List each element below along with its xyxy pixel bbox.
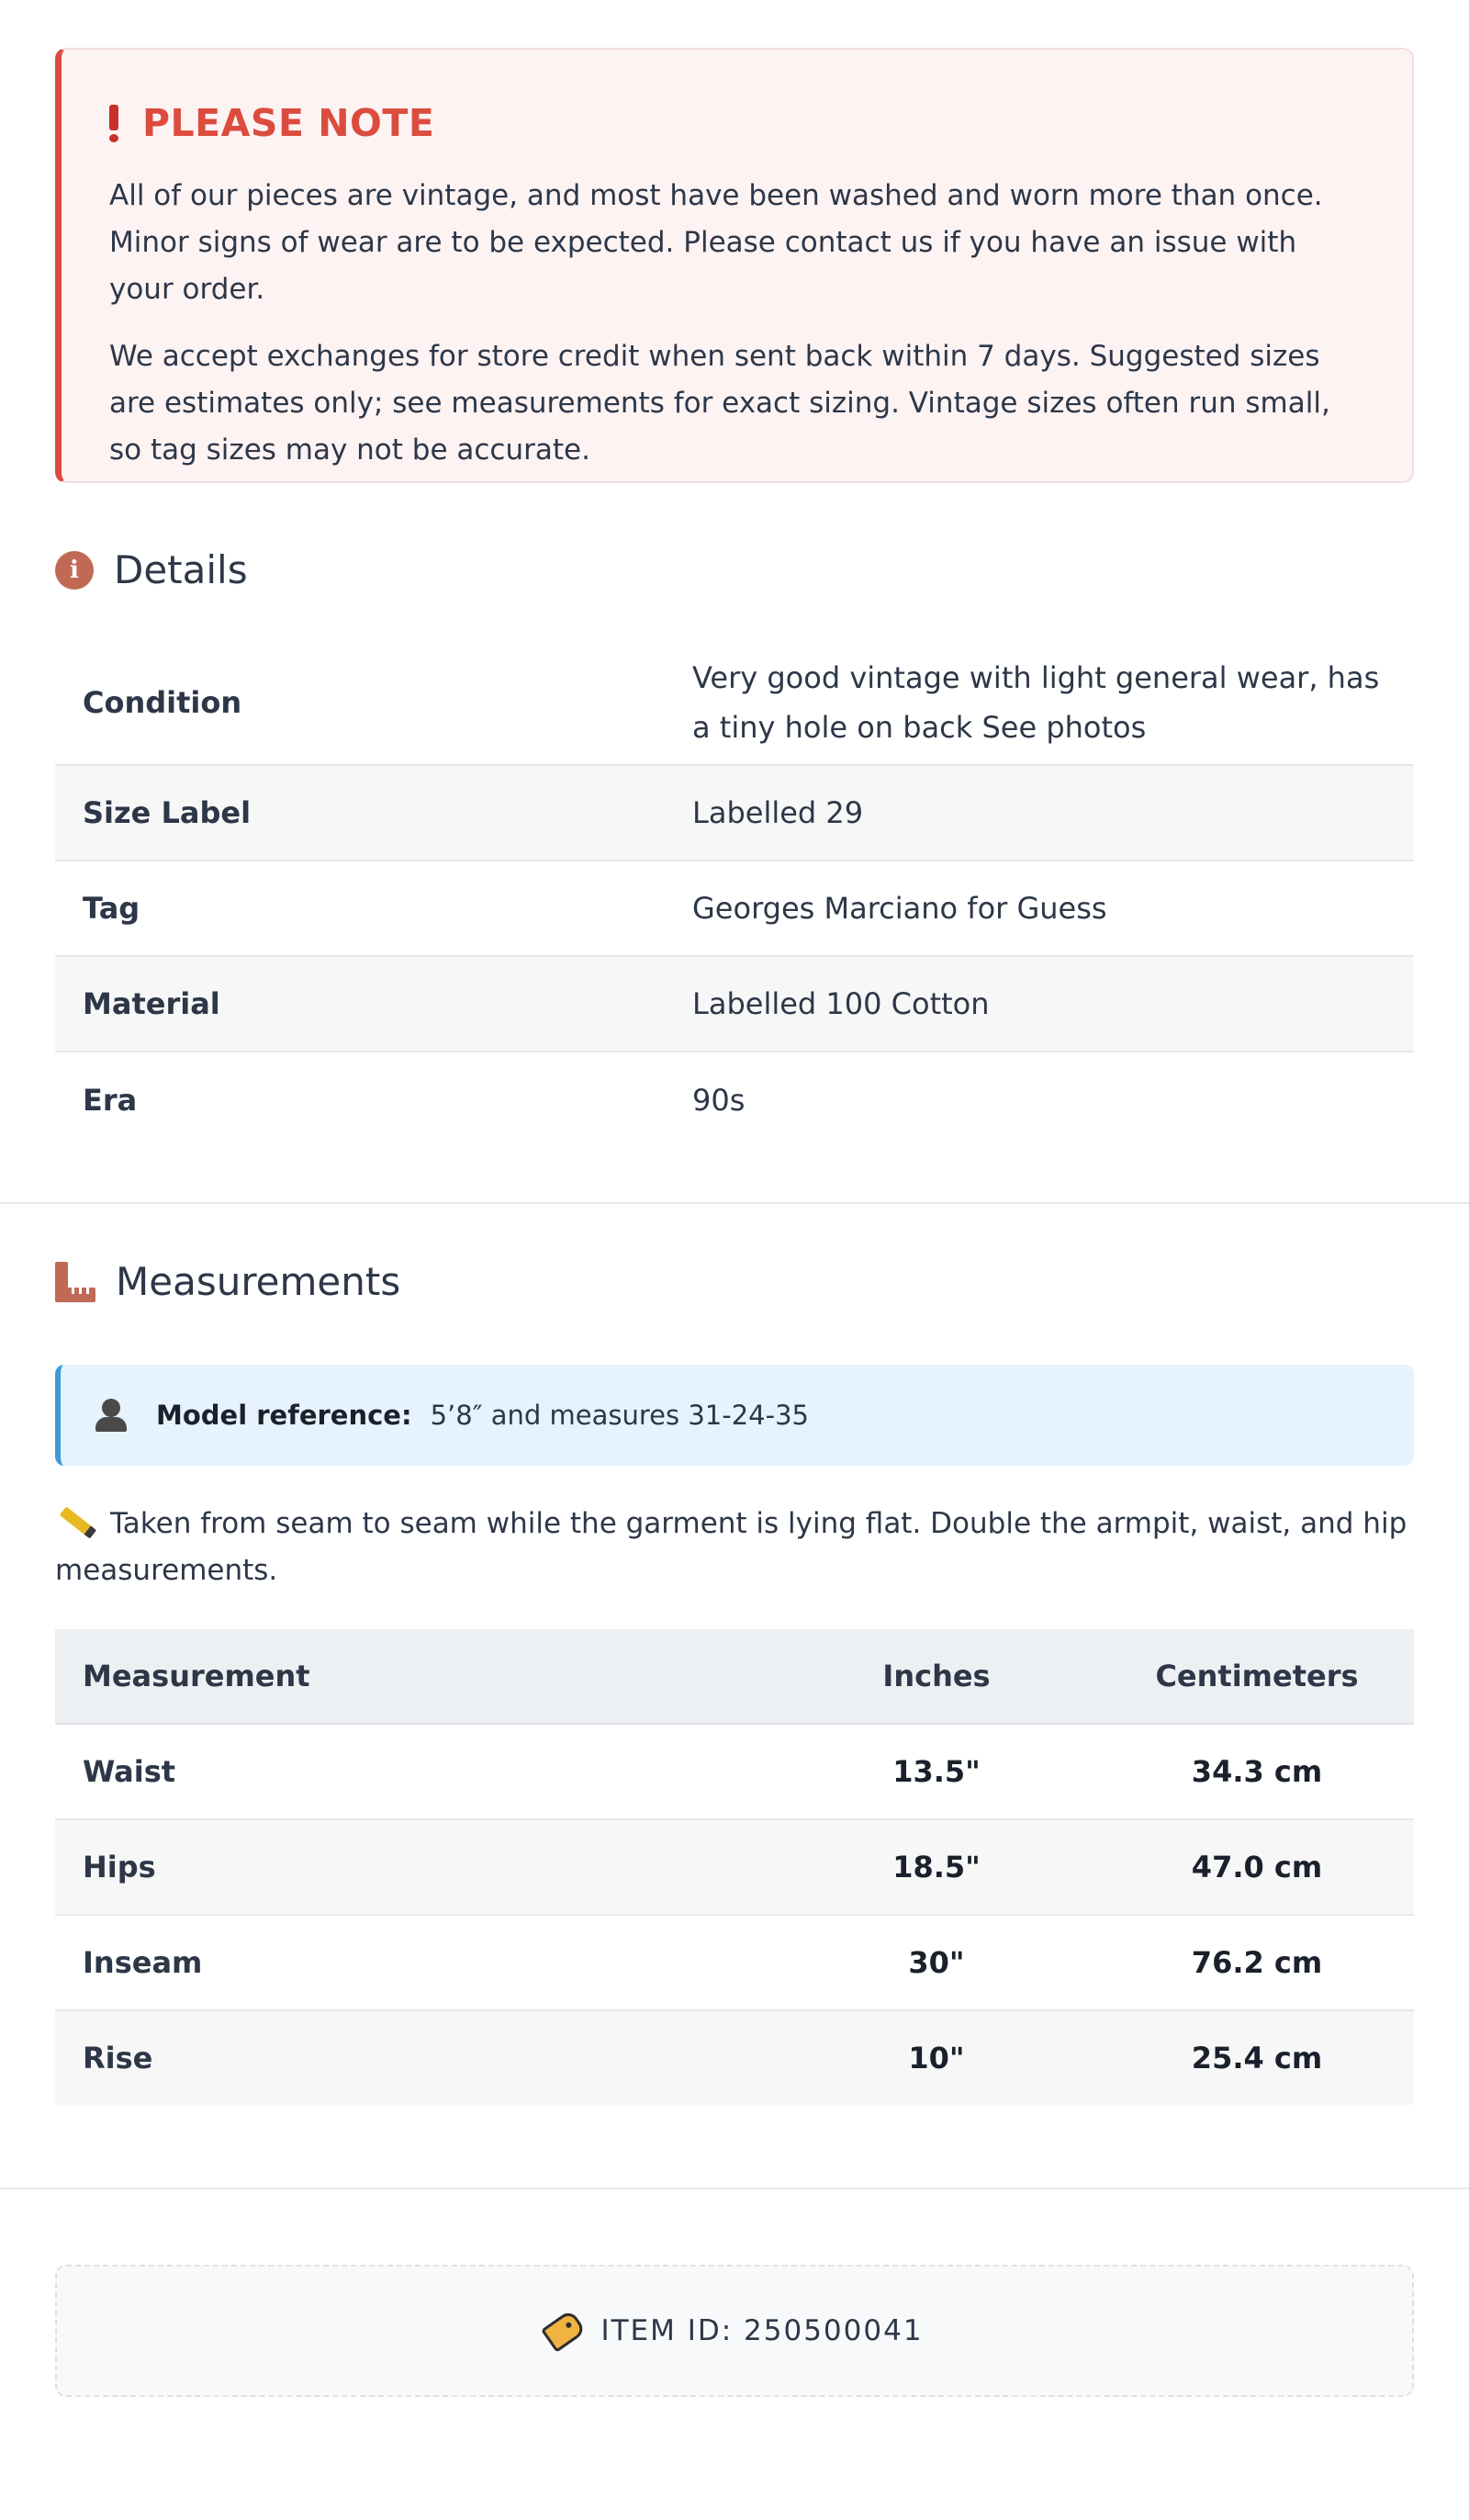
measurement-note-text: Taken from seam to seam while the garment is lying flat. Double the armpit, waist, and hip measurements.	[55, 1507, 1407, 1587]
details-value: 90s	[692, 1082, 746, 1118]
table-row	[55, 1915, 1414, 2010]
details-value: Labelled 29	[665, 765, 1414, 861]
table-header-row	[55, 1629, 1414, 1724]
column-header: Measurement	[55, 1629, 773, 1724]
model-reference-label: Model reference:	[156, 1400, 412, 1431]
notice-title: PLEASE NOTE	[142, 101, 435, 145]
measurement-name: Waist	[55, 1724, 773, 1819]
measurements-header	[55, 1259, 1414, 1304]
details-table	[55, 640, 1414, 1147]
notice-box	[55, 48, 1414, 483]
tag-icon	[541, 2309, 587, 2353]
details-row	[55, 861, 1414, 956]
details-row	[55, 640, 1414, 765]
measurement-note	[55, 1501, 1414, 1594]
section-divider	[0, 1202, 1469, 1204]
item-id-box	[55, 2265, 1414, 2397]
table-row	[55, 1724, 1414, 1819]
column-header: Inches	[773, 1629, 1100, 1724]
details-label: Condition	[55, 640, 665, 765]
table-row	[55, 1819, 1414, 1915]
details-label: Material	[55, 956, 665, 1052]
section-divider	[0, 2188, 1469, 2189]
exclamation-icon	[109, 105, 118, 141]
person-icon	[95, 1399, 127, 1432]
measurement-inches: 10"	[773, 2010, 1100, 2105]
pencil-icon	[60, 1506, 96, 1538]
measurement-name: Rise	[55, 2010, 773, 2105]
column-header: Centimeters	[1100, 1629, 1414, 1724]
notice-paragraph: We accept exchanges for store credit when sent back within 7 days. Suggested sizes are estimates only; see measurements for exact sizing. Vintage sizes often run small, so tag sizes may not be accurate.	[109, 340, 1330, 467]
measurements-table	[55, 1629, 1414, 2105]
notice-header	[109, 101, 1364, 145]
details-value: Labelled 100 Cotton	[665, 956, 1414, 1052]
measurement-inches: 30"	[773, 1915, 1100, 2010]
details-label: Tag	[55, 861, 665, 956]
details-header	[55, 547, 1414, 592]
details-row	[55, 956, 1414, 1052]
measurements-title: Measurements	[116, 1259, 401, 1304]
item-id: ITEM ID: 250500041	[600, 2314, 924, 2347]
details-label: Size Label	[55, 765, 665, 861]
measurement-cm: 34.3 cm	[1100, 1724, 1414, 1819]
details-value: Very good vintage with light general wear, has a tiny hole on back See photos	[665, 640, 1414, 765]
info-icon: i	[55, 551, 94, 590]
details-row	[55, 1052, 1414, 1147]
model-reference-value: 5’8″ and measures 31-24-35	[430, 1400, 809, 1431]
measurement-cm: 47.0 cm	[1100, 1819, 1414, 1915]
details-row	[55, 765, 1414, 861]
measurement-cm: 76.2 cm	[1100, 1915, 1414, 2010]
details-label: Era	[83, 1082, 138, 1118]
details-title: Details	[114, 547, 248, 592]
measurement-cm: 25.4 cm	[1100, 2010, 1414, 2105]
details-value: Georges Marciano for Guess	[665, 861, 1414, 956]
measurement-inches: 18.5"	[773, 1819, 1100, 1915]
measurement-inches: 13.5"	[773, 1724, 1100, 1819]
table-row	[55, 2010, 1414, 2105]
measurement-name: Inseam	[55, 1915, 773, 2010]
ruler-icon	[55, 1262, 95, 1302]
measurement-name: Hips	[55, 1819, 773, 1915]
model-reference	[55, 1365, 1414, 1466]
notice-paragraph: All of our pieces are vintage, and most have been washed and worn more than once. Minor signs of wear are to be expected. Please contact us if you have an issue with your order.	[109, 179, 1323, 306]
